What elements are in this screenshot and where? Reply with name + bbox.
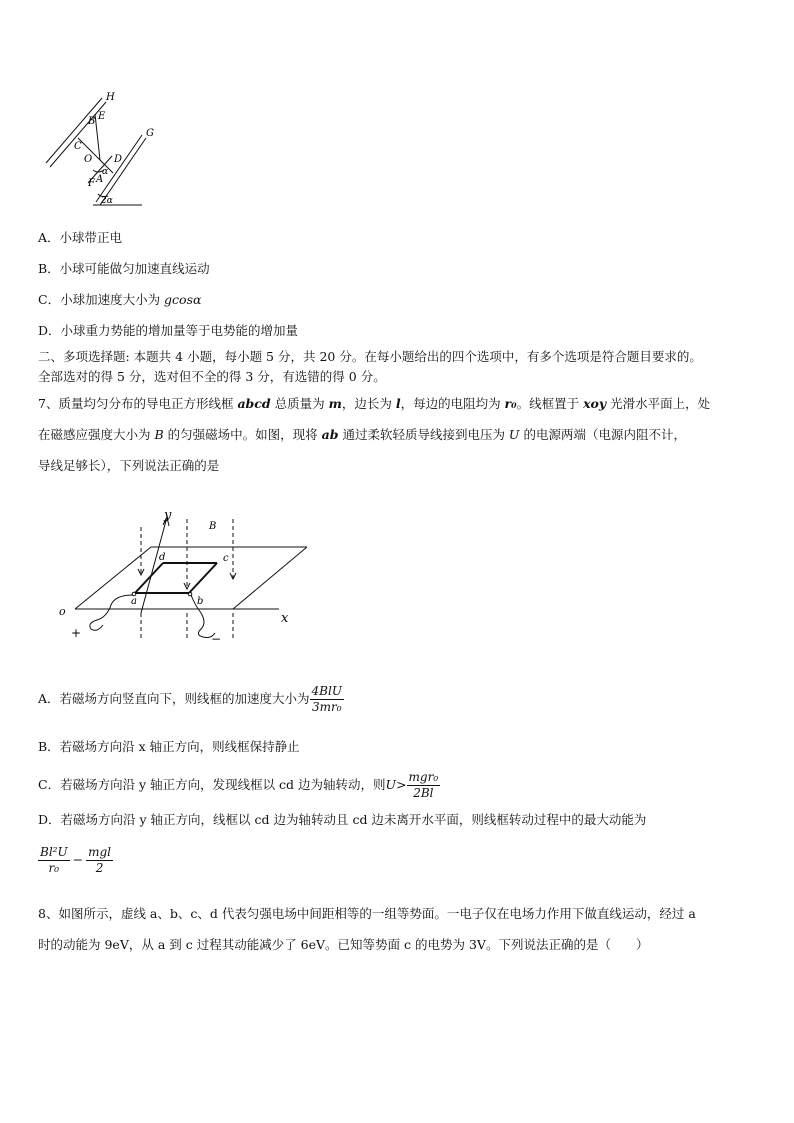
fraction-denominator: 2Bl <box>413 786 434 800</box>
fig2-label-x: x <box>281 611 289 626</box>
q7-option-c <box>38 770 440 801</box>
fraction-numerator: mgl <box>88 845 111 859</box>
label-E: E <box>98 111 106 122</box>
q6-option-c-formula: gcosα <box>164 292 202 307</box>
q6-option-a: A．小球带正电 <box>38 230 123 245</box>
q7-line1 <box>38 395 710 413</box>
fraction-numerator: mgr₀ <box>408 770 439 784</box>
q7-ab: ab <box>321 427 339 442</box>
incline-figure <box>38 88 168 213</box>
fraction-denominator: 2 <box>95 861 104 875</box>
q7-l: l <box>395 396 401 411</box>
section2-line2: 全部选对的得 5 分，选对但不全的得 3 分，有选错的得 0 分。 <box>38 369 386 384</box>
q7-line2 <box>38 426 686 444</box>
label-O: O <box>84 154 93 165</box>
fig2-label-b: b <box>197 596 204 607</box>
q7-text: 。线框置于 <box>516 396 584 411</box>
fig2-label-y: y <box>164 508 172 523</box>
label-H: H <box>106 92 115 103</box>
q7-text: 的匀强磁场中。如图，现将 <box>163 427 322 442</box>
fig2-label-plus: + <box>71 626 82 640</box>
q7-text: 光滑水平面上，处 <box>606 396 711 411</box>
fraction-denominator: 3mr₀ <box>311 700 342 714</box>
q7-option-a-text: A．若磁场方向竖直向下，则线框的加速度大小为 <box>38 691 310 706</box>
fraction-numerator: 4BlU <box>311 684 342 698</box>
fig2-label-d: d <box>159 552 166 563</box>
label-G: G <box>146 128 154 139</box>
q7-text: 在磁感应强度大小为 <box>38 427 155 442</box>
q7-option-b: B．若磁场方向沿 x 轴正方向，则线框保持静止 <box>38 739 300 754</box>
q7-option-d-fraction-2 <box>86 845 113 876</box>
label-alpha: α <box>102 167 109 177</box>
label-A: A <box>96 174 104 185</box>
q7-option-d-formula <box>38 845 113 876</box>
q7-option-d-fraction-1 <box>38 845 70 876</box>
q6-option-c-text: C．小球加速度大小为 <box>38 292 165 307</box>
minus-sign: − <box>72 852 84 867</box>
label-F: F <box>88 178 95 189</box>
q6-option-d: D．小球重力势能的增加量等于电势能的增加量 <box>38 323 299 338</box>
q7-text: 7、质量均匀分布的导电正方形线框 <box>38 396 238 411</box>
q7-text: 总质量为 <box>270 396 329 411</box>
q7-m: m <box>328 396 342 411</box>
q7-abcd: abcd <box>237 396 271 411</box>
fraction-denominator: r₀ <box>48 861 60 875</box>
q7-line3: 导线足够长），下列说法正确的是 <box>38 458 220 473</box>
fig2-label-c: c <box>223 553 229 564</box>
q7-option-c-U: U> <box>385 777 407 792</box>
fig2-label-minus: − <box>211 632 222 645</box>
q6-option-c <box>38 291 201 309</box>
label-B: B <box>88 116 96 127</box>
q8-line1: 8、如图所示，虚线 a、b、c、d 代表匀强电场中间距相等的一组等势面。一电子仅在电场力作用下做直线运动，经过 a <box>38 906 696 921</box>
fig2-label-o: o <box>59 605 66 618</box>
section2-line1: 二、多项选择题: 本题共 4 小题，每小题 5 分，共 20 分。在每小题给出的四个选项中，有多个选项是符合题目要求的。 <box>38 349 702 364</box>
q8-line2: 时的动能为 9eV，从 a 到 c 过程其动能减少了 6eV。已知等势面 c 的电势为 3V。下列说法正确的是（ ） <box>38 937 649 952</box>
fraction-numerator: Bl²U <box>40 845 68 859</box>
q7-text: 的电源两端（电源内阻不计， <box>519 427 686 442</box>
q6-option-b: B．小球可能做匀加速直线运动 <box>38 261 210 276</box>
label-D: D <box>114 154 123 165</box>
label-2alpha: 2α <box>101 196 113 206</box>
q7-option-c-fraction <box>407 770 441 801</box>
q7-option-a <box>38 684 344 715</box>
q7-xoy: xoy <box>583 396 607 411</box>
fig2-label-a: a <box>131 596 137 607</box>
q7-option-c-text: C．若磁场方向沿 y 轴正方向，发现线框以 cd 边为轴转动，则 <box>38 777 386 792</box>
q7-option-a-fraction <box>310 684 344 715</box>
q7-U: U <box>508 427 520 442</box>
magnetic-field-figure <box>55 505 315 645</box>
q7-r0: r₀ <box>504 396 517 411</box>
fig2-label-B: B <box>209 521 217 532</box>
q7-text: ，每边的电阻均为 <box>400 396 505 411</box>
q7-text: 通过柔软轻质导线接到电压为 <box>338 427 509 442</box>
q7-text: ，边长为 <box>341 396 396 411</box>
q7-B: B <box>154 427 164 442</box>
q7-option-d: D．若磁场方向沿 y 轴正方向，线框以 cd 边为轴转动且 cd 边未离开水平面，则线框转动过程中的最大动能为 <box>38 812 647 827</box>
label-C: C <box>74 141 82 152</box>
